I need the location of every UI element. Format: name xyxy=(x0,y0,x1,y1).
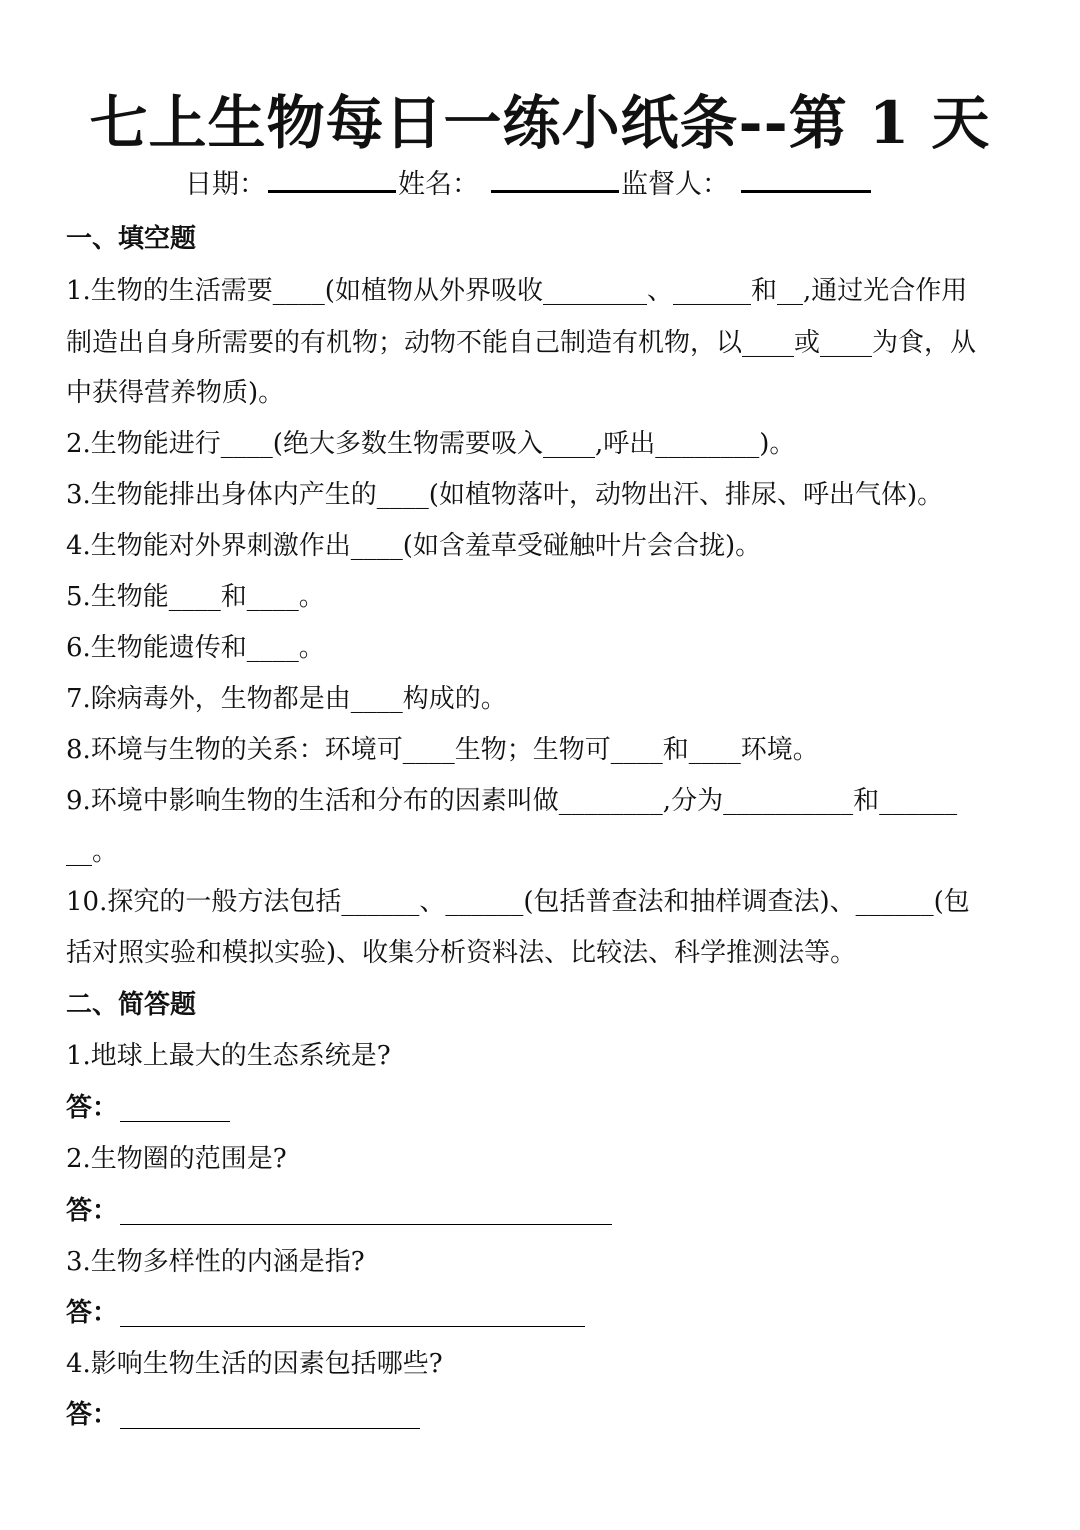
answer-label: 答： xyxy=(66,1196,119,1226)
question-line: 1.生物的生活需要____(如植物从外界吸收________、______和__,通过光合作用 xyxy=(66,276,968,306)
page-title: 七上生物每日一练小纸条--第 1 天 xyxy=(89,89,991,157)
answer-label: 答： xyxy=(66,1400,119,1430)
answer-blank[interactable] xyxy=(120,1326,585,1327)
date-label: 日期： xyxy=(185,169,266,200)
name-blank[interactable] xyxy=(491,189,619,193)
answer-label: 答： xyxy=(66,1093,119,1123)
question-line: 8.环境与生物的关系：环境可____生物；生物可____和____环境。 xyxy=(66,735,819,765)
name-label: 姓名： xyxy=(398,169,479,200)
short-question: 4.影响生物生活的因素包括哪些? xyxy=(66,1349,443,1379)
short-question: 1.地球上最大的生态系统是? xyxy=(66,1041,391,1071)
answer-blank[interactable] xyxy=(120,1428,420,1429)
short-question: 2.生物圈的范围是? xyxy=(66,1144,287,1174)
supervisor-label: 监督人： xyxy=(621,169,729,200)
header-fields xyxy=(185,162,873,201)
question-line: 4.生物能对外界刺激作出____(如含羞草受碰触叶片会合拢)。 xyxy=(66,531,762,561)
answer-label: 答： xyxy=(66,1298,119,1328)
answer-blank[interactable] xyxy=(120,1224,612,1225)
question-line: __。 xyxy=(66,837,119,867)
question-line: 3.生物能排出身体内产生的____(如植物落叶，动物出汗、排尿、呼出气体)。 xyxy=(66,480,944,510)
question-line: 10.探究的一般方法包括______、______(包括普查法和抽样调查法)、______(包 xyxy=(66,887,970,917)
question-line: 5.生物能____和____。 xyxy=(66,582,325,612)
section-heading-fill-in: 一、填空题 xyxy=(66,224,197,254)
section-heading-short-answer: 二、简答题 xyxy=(66,990,197,1020)
question-line: 中获得营养物质)。 xyxy=(66,378,285,408)
question-line: 括对照实验和模拟实验)、收集分析资料法、比较法、科学推测法等。 xyxy=(66,938,857,968)
question-line: 制造出自身所需要的有机物；动物不能自己制造有机物，以____或____为食，从 xyxy=(66,328,977,358)
short-question: 3.生物多样性的内涵是指? xyxy=(66,1247,365,1277)
question-line: 6.生物能遗传和____。 xyxy=(66,633,325,663)
question-line: 2.生物能进行____(绝大多数生物需要吸入____,呼出________)。 xyxy=(66,429,796,459)
date-blank[interactable] xyxy=(268,189,396,193)
question-line: 9.环境中影响生物的生活和分布的因素叫做________,分为__________和______ xyxy=(66,786,958,816)
answer-blank[interactable] xyxy=(120,1121,230,1122)
question-line: 7.除病毒外，生物都是由____构成的。 xyxy=(66,684,507,714)
supervisor-blank[interactable] xyxy=(741,189,871,193)
